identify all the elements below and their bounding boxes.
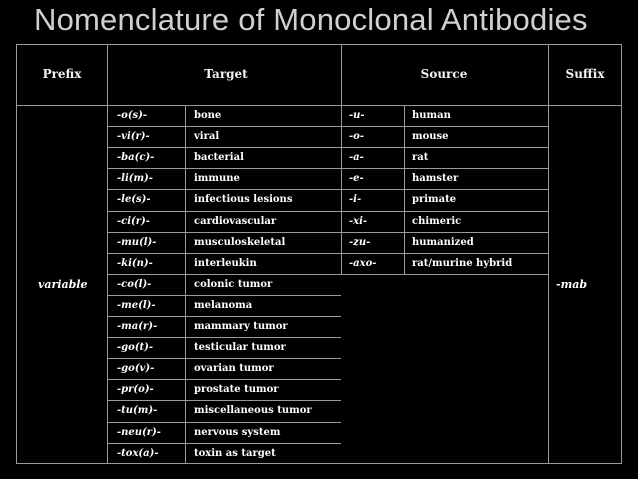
target-meaning: cardiovascular [194,215,277,227]
row-divider [107,443,341,444]
source-meaning: chimeric [412,215,462,227]
column-divider [185,105,186,464]
target-meaning: bacterial [194,152,244,164]
target-meaning: prostate tumor [194,384,279,396]
source-code: -axo- [349,257,377,269]
row-divider [107,147,548,148]
column-divider [341,44,342,105]
source-meaning: humanized [412,236,474,248]
source-code: -xi- [349,215,368,227]
target-code: -pr(o)- [117,384,154,396]
page-title: Nomenclature of Monoclonal Antibodies [34,2,588,37]
target-code: -me(l)- [117,299,156,311]
header-prefix: Prefix [42,67,82,81]
row-divider [107,316,341,317]
target-meaning: nervous system [194,426,281,438]
target-code: -o(s)- [117,110,148,121]
source-meaning: rat [412,152,429,164]
target-code: -ci(r)- [117,215,150,227]
source-code: -u- [349,110,365,121]
target-code: -tox(a)- [117,447,159,459]
target-meaning: testicular tumor [194,342,286,354]
source-meaning: hamster [412,173,459,185]
column-divider [548,44,549,464]
target-code: -ma(r)- [117,321,158,332]
row-divider [107,379,341,380]
row-divider [341,274,548,275]
row-divider [107,168,548,169]
target-code: -neu(r)- [117,426,161,438]
target-meaning: bone [194,110,222,121]
target-code: -tu(m)- [117,405,158,417]
target-meaning: immune [194,173,240,185]
target-meaning: ovarian tumor [194,363,274,375]
source-meaning: mouse [412,131,449,143]
target-code: -ba(c)- [117,152,155,164]
target-code: -ki(n)- [117,257,153,269]
suffix-value: -mab [556,278,588,291]
header-suffix: Suffix [565,67,605,81]
row-divider [107,126,548,127]
row-divider [107,211,548,212]
source-code: -a- [349,152,364,164]
prefix-value: variable [38,278,88,291]
source-meaning: rat/murine hybrid [412,257,513,269]
source-code: -i- [349,194,362,206]
target-code: -go(t)- [117,342,154,354]
target-meaning: mammary tumor [194,321,288,332]
target-code: -go(v)- [117,363,155,375]
target-code: -li(m)- [117,173,153,185]
source-meaning: human [412,110,451,121]
source-meaning: primate [412,194,457,206]
row-divider [107,400,341,401]
header-target: Target [204,67,248,81]
row-divider [107,189,548,190]
target-meaning: toxin as target [194,447,276,459]
row-divider [107,422,341,423]
source-code: -o- [349,131,364,143]
target-meaning: miscellaneous tumor [194,405,312,417]
target-meaning: musculoskeletal [194,236,286,248]
source-code: -zu- [349,236,371,248]
target-meaning: infectious lesions [194,194,293,206]
target-code: -vi(r)- [117,131,150,143]
header-source: Source [420,67,468,81]
row-divider [107,253,548,254]
row-divider [107,358,341,359]
target-meaning: viral [194,131,220,143]
target-code: -co(l)- [117,278,152,290]
target-meaning: interleukin [194,257,257,269]
target-code: -le(s)- [117,194,151,206]
target-code: -mu(l)- [117,236,157,248]
row-divider [107,232,548,233]
target-meaning: melanoma [194,299,253,311]
target-meaning: colonic tumor [194,278,273,290]
row-divider [107,295,341,296]
source-code: -e- [349,173,364,185]
row-divider [107,337,341,338]
